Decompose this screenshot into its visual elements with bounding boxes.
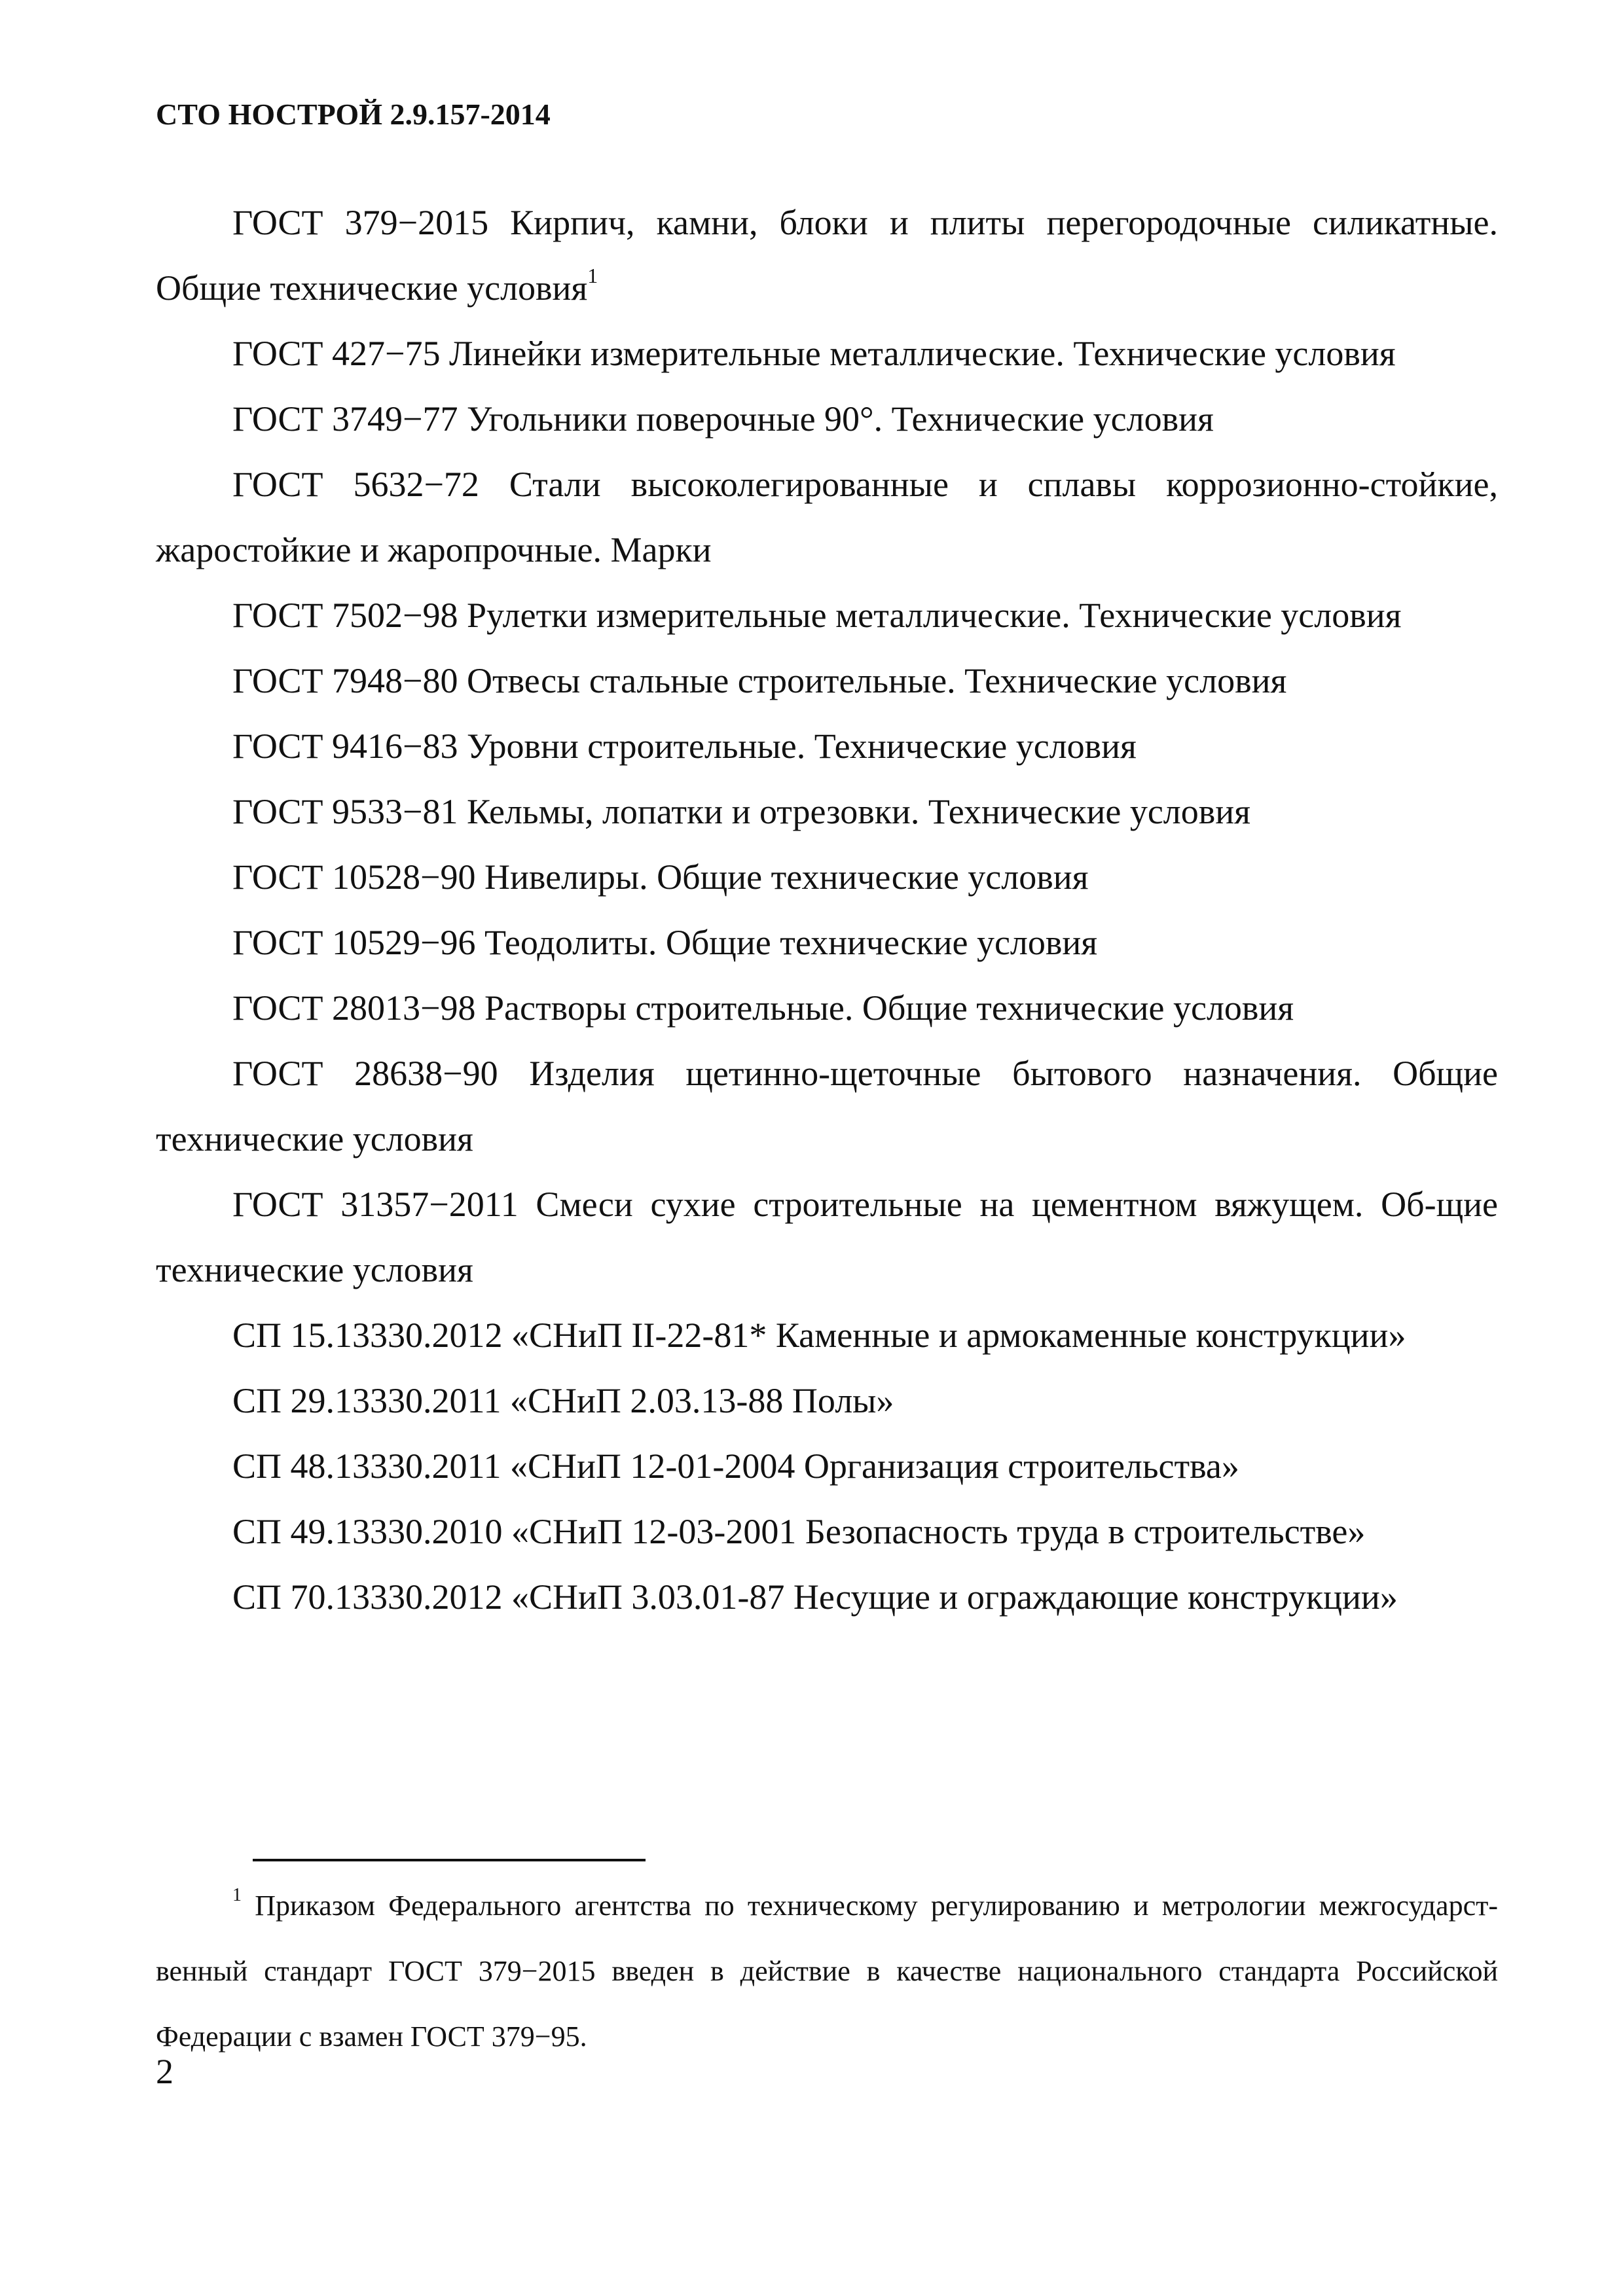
reference-item bbox=[156, 583, 1498, 648]
reference-title: Угольники поверочные 90°. Технические условия bbox=[467, 399, 1214, 439]
reference-title: «СНиП 12-03-2001 Безопасность труда в строительстве» bbox=[511, 1512, 1366, 1551]
reference-title: Уровни строительные. Технические условия bbox=[467, 726, 1137, 766]
reference-item bbox=[156, 1433, 1498, 1499]
reference-item bbox=[156, 321, 1498, 386]
reference-code: СП 15.13330.2012 bbox=[232, 1316, 503, 1355]
reference-code: ГОСТ 28638−90 bbox=[232, 1054, 498, 1093]
reference-title: Теодолиты. Общие технические условия bbox=[484, 923, 1098, 962]
reference-code: ГОСТ 28013−98 bbox=[232, 988, 476, 1028]
reference-title: Рулетки измерительные металлические. Технические условия bbox=[467, 596, 1402, 635]
reference-title: Нивелиры. Общие технические условия bbox=[484, 857, 1089, 897]
page-number: 2 bbox=[156, 2052, 173, 2091]
reference-title: Изделия щетинно-щеточные бытового назначения. Общие технические условия bbox=[156, 1054, 1498, 1158]
footnote-text: Приказом Федерального агентства по техническому регулированию и метрологии межгосударст-венный стандарт ГОСТ 379−2015 введен в действие в качестве национального стандарта Российской Федерации с взамен ГОСТ 379−95. bbox=[156, 1890, 1498, 2053]
footnote bbox=[156, 1873, 1498, 2070]
reference-item bbox=[156, 713, 1498, 779]
reference-title: Кельмы, лопатки и отрезовки. Технические условия bbox=[467, 792, 1250, 831]
reference-item bbox=[156, 975, 1498, 1041]
reference-code: ГОСТ 7948−80 bbox=[232, 661, 458, 700]
reference-title: Смеси сухие строительные на цементном вяжущем. Об-щие технические условия bbox=[156, 1185, 1499, 1289]
reference-code: ГОСТ 9533−81 bbox=[232, 792, 458, 831]
reference-item bbox=[156, 648, 1498, 713]
normative-references-list bbox=[156, 190, 1498, 1630]
reference-code: СП 48.13330.2011 bbox=[232, 1446, 501, 1486]
reference-code: СП 70.13330.2012 bbox=[232, 1577, 503, 1617]
footnote-mark: 1 bbox=[232, 1885, 242, 1905]
reference-item bbox=[156, 1172, 1498, 1302]
reference-item bbox=[156, 844, 1498, 910]
reference-title: Кирпич, камни, блоки и плиты перегородочные силикатные. Общие технические условия bbox=[156, 203, 1498, 308]
reference-item bbox=[156, 910, 1498, 975]
reference-code: ГОСТ 10528−90 bbox=[232, 857, 476, 897]
reference-code: ГОСТ 10529−96 bbox=[232, 923, 476, 962]
reference-code: ГОСТ 7502−98 bbox=[232, 596, 458, 635]
reference-title: Стали высоколегированные и сплавы коррозионно-стойкие, жаростойкие и жаропрочные. Марки bbox=[156, 465, 1498, 569]
reference-item bbox=[156, 386, 1498, 452]
reference-item bbox=[156, 452, 1498, 583]
reference-title: Линейки измерительные металлические. Технические условия bbox=[449, 334, 1396, 373]
reference-code: ГОСТ 31357−2011 bbox=[232, 1185, 519, 1224]
reference-item bbox=[156, 1041, 1498, 1172]
reference-code: СП 49.13330.2010 bbox=[232, 1512, 503, 1551]
footnote-separator bbox=[253, 1859, 646, 1861]
reference-item bbox=[156, 1564, 1498, 1630]
reference-title: Растворы строительные. Общие технические условия bbox=[484, 988, 1294, 1028]
document-header: СТО НОСТРОЙ 2.9.157-2014 bbox=[156, 98, 551, 131]
footnote-reference[interactable]: 1 bbox=[587, 264, 598, 287]
reference-item bbox=[156, 190, 1498, 321]
reference-title: «СНиП II-22-81* Каменные и армокаменные конструкции» bbox=[511, 1316, 1406, 1355]
reference-item bbox=[156, 1499, 1498, 1564]
footnote-paragraph bbox=[156, 1873, 1498, 2070]
reference-title: «СНиП 12-01-2004 Организация строительства» bbox=[510, 1446, 1239, 1486]
reference-code: ГОСТ 5632−72 bbox=[232, 465, 479, 504]
reference-item bbox=[156, 779, 1498, 844]
reference-code: ГОСТ 379−2015 bbox=[232, 203, 489, 242]
reference-title: Отвесы стальные строительные. Технические условия bbox=[467, 661, 1287, 700]
reference-title: «СНиП 3.03.01-87 Несущие и ограждающие конструкции» bbox=[511, 1577, 1398, 1617]
reference-item bbox=[156, 1302, 1498, 1368]
reference-item bbox=[156, 1368, 1498, 1433]
reference-code: ГОСТ 3749−77 bbox=[232, 399, 458, 439]
reference-code: СП 29.13330.2011 bbox=[232, 1381, 501, 1420]
reference-code: ГОСТ 427−75 bbox=[232, 334, 441, 373]
reference-code: ГОСТ 9416−83 bbox=[232, 726, 458, 766]
reference-title: «СНиП 2.03.13-88 Полы» bbox=[510, 1381, 894, 1420]
